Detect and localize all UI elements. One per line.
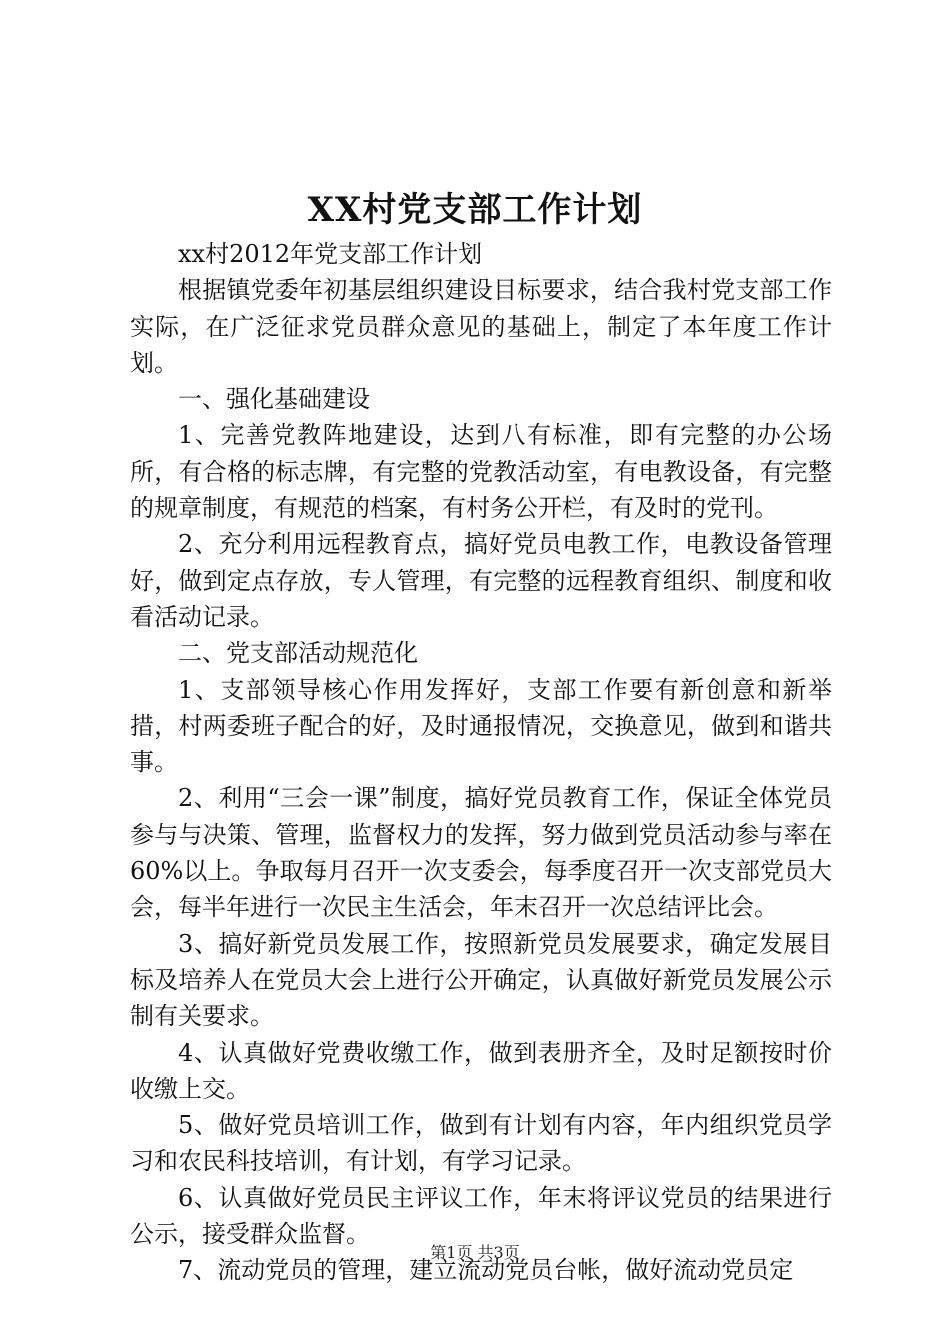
document-title: XX村党支部工作计划	[307, 190, 643, 230]
paragraph-1-2: 2、充分利用远程教育点，搞好党员电教工作，电教设备管理好，做到定点存放，专人管理，有完整的远程教育组织、制度和收看活动记录。	[130, 530, 832, 631]
section-heading-1: 一、强化基础建设	[178, 385, 370, 414]
paragraph-1-1: 1、完善党教阵地建设，达到八有标准，即有完整的办公场所，有合格的标志牌，有完整的党教活动室，有电教设备，有完整的规章制度，有规范的档案，有村务公开栏，有及时的党刊。	[130, 421, 832, 523]
paragraph-2-6: 6、认真做好党员民主评议工作，年末将评议党员的结果进行公示，接受群众监督。	[130, 1183, 832, 1249]
paragraph-2-3: 3、搞好新党员发展工作，按照新党员发展要求，确定发展目标及培养人在党员大会上进行公开确定，认真做好新党员发展公示制有关要求。	[130, 929, 832, 1031]
paragraph-2-7: 7、流动党员的管理，建立流动党员台帐，做好流动党员定	[178, 1256, 794, 1285]
section-heading-2: 二、党支部活动规范化	[178, 639, 418, 668]
document-body	[130, 236, 832, 1289]
paragraph-2-2: 2、利用“三会一课”制度，搞好党员教育工作，保证全体党员参与与决策、管理，监督权力的发挥，努力做到党员活动参与率在60%以上。争取每月召开一次支委会，每季度召开一次支部党员大会，每半年进行一次民主生活会，年末召开一次总结评比会。	[130, 784, 832, 922]
intro-paragraph: 根据镇党委年初基层组织建设目标要求，结合我村党支部工作实际，在广泛征求党员群众意见的基础上，制定了本年度工作计划。	[130, 276, 832, 377]
page-number-footer: 第1页 共3页	[430, 1243, 520, 1262]
paragraph-2-4: 4、认真做好党费收缴工作，做到表册齐全，及时足额按时价收缴上交。	[130, 1038, 832, 1103]
plan-subtitle: xx村2012年党支部工作计划	[178, 240, 483, 268]
paragraph-2-1: 1、支部领导核心作用发挥好，支部工作要有新创意和新举措，村两委班子配合的好，及时通报情况，交换意见，做到和谐共事。	[130, 675, 832, 777]
paragraph-2-5: 5、做好党员培训工作，做到有计划有内容，年内组织党员学习和农民科技培训，有计划，有学习记录。	[130, 1111, 832, 1176]
